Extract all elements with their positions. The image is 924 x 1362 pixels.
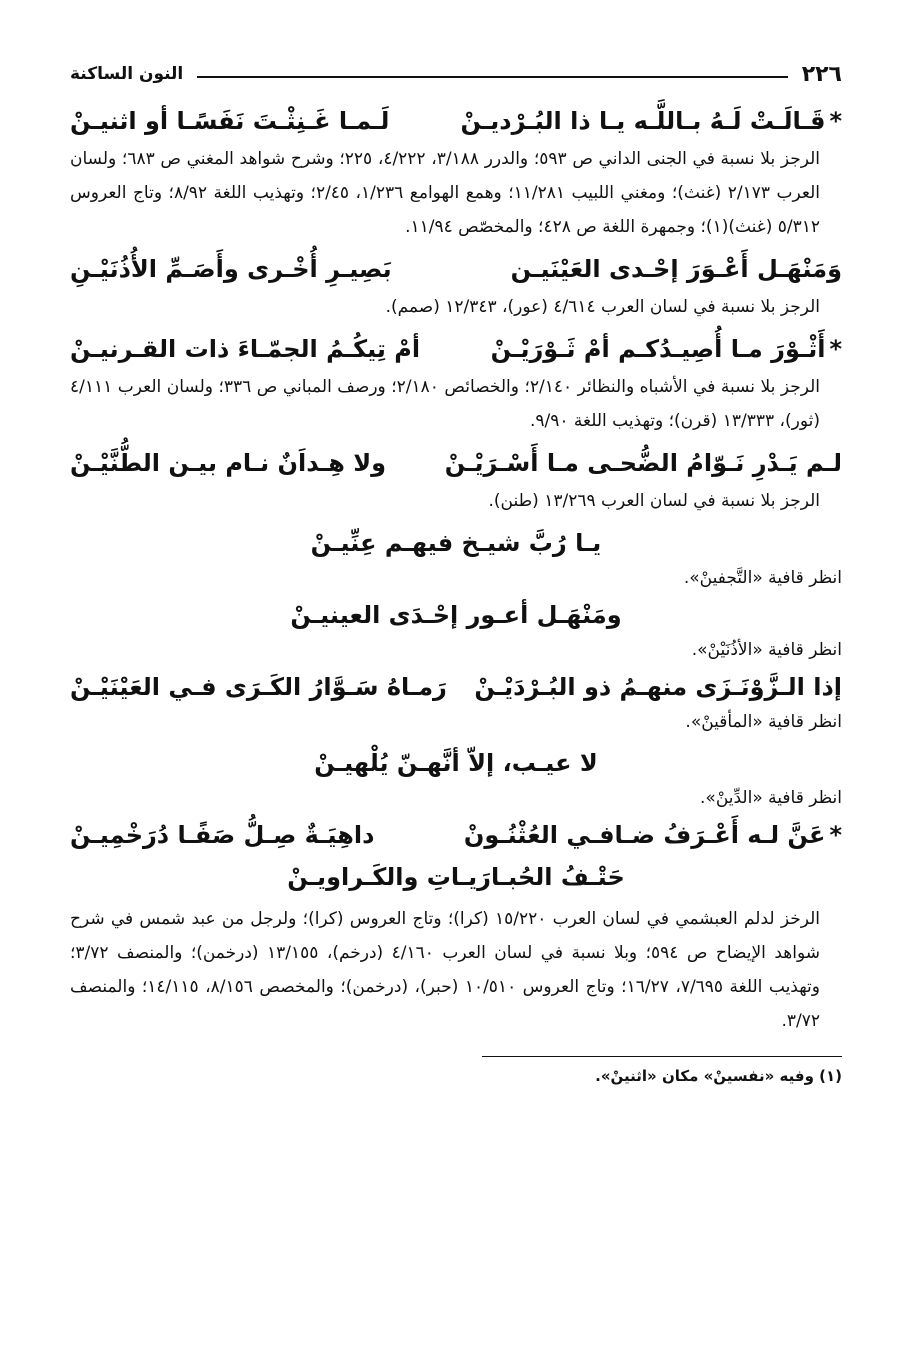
entry-star: * [829,107,842,135]
hemistich-second: رَمـاهُ سَـوَّارُ الكَـرَى فـي العَيْنَيْـنْ [70,673,447,701]
footnote: (١) وفيه «نفسينْ» مكان «اثنينْ». [595,1067,842,1085]
cross-reference: انظر قافية «المأقينْ». [685,712,842,732]
hemistich-first: إذا الـزَّوْنَـزَى منهـمُ ذو البُـرْدَيْـنْ [474,673,842,701]
cross-reference: انظر قافية «الدِّينْ». [700,788,842,808]
entry-star: * [829,335,842,363]
verse-line [70,328,842,370]
source-note: الرجز بلا نسبة في الأشباه والنظائر ٢/١٤٠؛ والخصائص ٢/١٨٠؛ ورصف المباني ص ٣٣٦؛ ولسان العرب ٤/١١١ (ثور)، ١٣/٣٣٣ (قرن)؛ وتهذيب اللغة ٩/٩٠. [70,377,821,431]
hemistich-first: *عَنَّ لـه أَعْـرَفُ ضـافـي العُثْنُـونْ [463,821,842,849]
verse-line-centered [70,742,842,784]
hemistich-first: لـم يَـدْرِ نَـوّامُ الضُّحـى مـا أَسْـرَيْـنْ [444,449,842,477]
verse-text: ومَنْهَـل أعـور إحْـدَى العينيـنْ [290,601,622,629]
verse-line-centered [70,594,842,636]
page-number: ٢٢٦ [801,61,842,87]
book-page [70,56,842,1362]
footnote-rule [482,1056,842,1057]
verse-text: حَتْـفُ الحُبـارَيـاتِ والكَـراويـنْ [287,863,625,891]
hemistich-first: *قَـالَـتْ لَـهُ بـاللَّـه يـا ذا البُـرْديـنْ [460,107,842,135]
hemistich-second: لَـمـا غَـنِثْـتَ نَفَسًـا أو اثنيـنْ [70,107,390,135]
source-note: الرجز بلا نسبة في لسان العرب ١٣/٢٦٩ (طنن). [488,491,820,511]
source-note: الرجز بلا نسبة في لسان العرب ٤/٦١٤ (عور)، ١٢/٣٤٣ (صمم). [385,297,820,317]
hemistich-second: داهِيَـةٌ صِـلُّ صَفًـا دُرَخْمِيـنْ [70,821,375,849]
page-header [70,56,842,92]
entry-star: * [829,821,842,849]
header-rule [197,76,787,78]
verse-text: لا عيـب، إلاّ أنَّهـنّ يُلْهيـنْ [314,749,598,777]
verse-line-centered [70,522,842,564]
source-note: الرخز لدلم العبشمي في لسان العرب ١٥/٢٢٠ (كرا)؛ وتاج العروس (كرا)؛ ولرجل من عبد شمس في شرح شواهد الإيضاح ص ٥٩٤؛ وبلا نسبة في لسان العرب ٤/١٦٠ (درخم)، ١٣/١٥٥ (درخمن)؛ والمنصف ٣/٧٢؛ وتهذيب اللغة ٧/٦٩٥، ١٦/٢٧؛ وتاج العروس ١٠/٥١٠ (حبر)، (درخمن)؛ والمخصص ٨/١٥٦، ١٤/١١٥؛ والمنصف ٣/٧٢. [70,909,821,1031]
hemistich-first: وَمَنْهَـل أَعْـوَرَ إحْـدى العَيْنَيـن [510,255,842,283]
verse-line [70,248,842,290]
running-title: النون الساكنة [70,64,184,84]
verse-line [70,814,842,856]
source-note: الرجز بلا نسبة في الجنى الداني ص ٥٩٣؛ والدرر ٣/١٨٨، ٤/٢٢٢، ٢٢٥؛ وشرح شواهد المغني ص ٦٨٣؛ ولسان العرب ٢/١٧٣ (غنث)؛ ومغني اللبيب ١١/٢٨١؛ وهمع الهوامع ١/٢٣٦، ٢/٤٥؛ وتهذيب اللغة ٨/٩٢؛ وتاج العروس ٥/٣١٢ (غنث)(١)؛ وجمهرة اللغة ص ٤٢٨؛ والمخصّص ١١/٩٤. [70,149,821,237]
verse-line [70,100,842,142]
hemistich-second: ولا هِـداَنٌ نـام بيـن الطُّنَّيْـنْ [70,449,387,477]
verse-line [70,442,842,484]
hemistich-second: أمْ تِيكُـمُ الجمّـاءَ ذات القـرنيـنْ [70,335,421,363]
cross-reference: انظر قافية «التَّجفينْ». [683,568,842,588]
cross-reference: انظر قافية «الأذُنَيْنْ». [691,640,842,660]
verse-line-centered [70,856,842,898]
hemistich-second: بَصِيـرِ أُخْـرى وأَصَـمِّ الأُذُنَيْـنِ [70,255,392,283]
hemistich-first: *أَثْـوْرَ مـا أُصِيـدُكـم أمْ ثَـوْرَيْـنْ [490,335,842,363]
verse-text: يـا رُبَّ شيـخ فيهـم عِنِّيـنْ [310,529,602,557]
verse-line [70,666,842,708]
